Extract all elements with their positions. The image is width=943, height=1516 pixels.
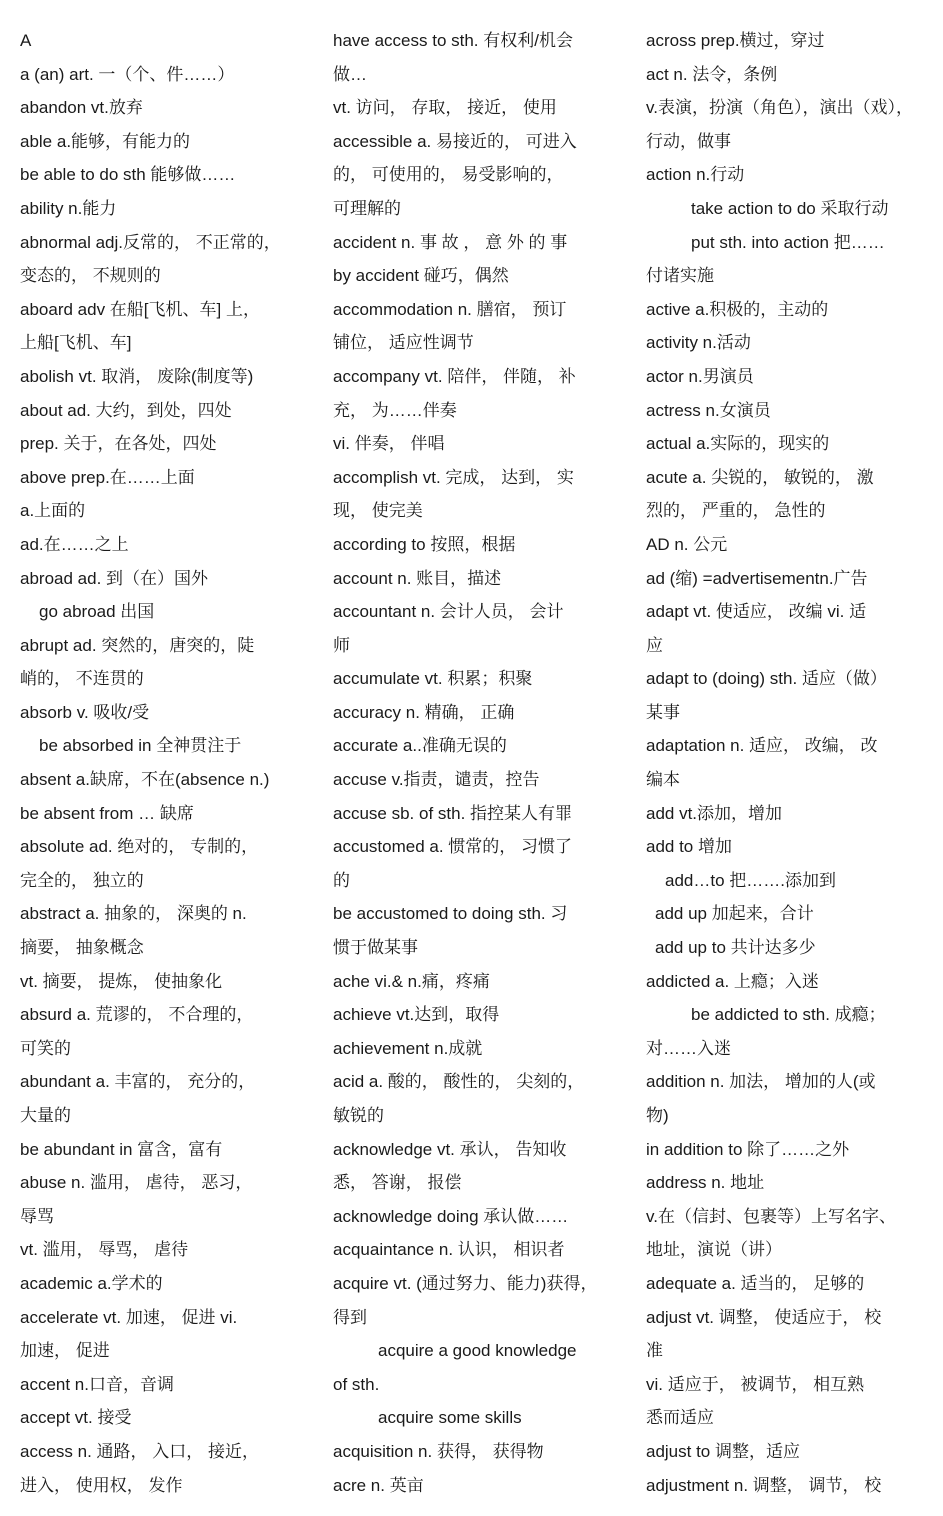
vocabulary-entry-line: adjustment n. 调整， 调节， 校 bbox=[646, 1475, 882, 1495]
vocabulary-entry-line: 悉， 答谢， 报偿 bbox=[333, 1173, 462, 1193]
vocabulary-entry-line: account n. 账目，描述 bbox=[333, 568, 502, 588]
vocabulary-entry-line: about ad. 大约，到处，四处 bbox=[20, 400, 232, 420]
vocabulary-entry-line: 师 bbox=[333, 635, 350, 655]
vocabulary-entry-line: abundant a. 丰富的， 充分的， bbox=[20, 1072, 256, 1092]
vocabulary-entry-line: across prep.横过，穿过 bbox=[646, 31, 825, 50]
vocabulary-entry-line: 应 bbox=[646, 635, 663, 655]
vocabulary-entry-line: vt. 摘要， 提炼， 使抽象化 bbox=[20, 971, 223, 991]
vocabulary-entry-line: go abroad 出国 bbox=[39, 602, 155, 622]
vocabulary-entry-line: achieve vt.达到，取得 bbox=[333, 1005, 500, 1025]
vocabulary-entry-line: ad (缩) =advertisementn.广告 bbox=[646, 568, 868, 588]
vocabulary-entry-line: add up to 共计达多少 bbox=[655, 938, 816, 958]
vocabulary-entry-line: acquisition n. 获得， 获得物 bbox=[333, 1441, 544, 1461]
vocabulary-entry-line: A bbox=[20, 31, 32, 50]
vocabulary-entry-line: be addicted to sth. 成瘾； bbox=[691, 1005, 886, 1025]
vocabulary-entry-line: act n. 法令，条例 bbox=[646, 64, 778, 84]
vocabulary-entry-line: absorb v. 吸收/受 bbox=[20, 702, 150, 722]
vocabulary-entry-line: abroad ad. 到（在）国外 bbox=[20, 568, 209, 588]
vocabulary-entry-line: accident n. 事 故 ， 意 外 的 事 bbox=[333, 232, 568, 252]
column-2 bbox=[333, 24, 613, 1502]
vocabulary-entry-line: ad.在……之上 bbox=[20, 534, 129, 554]
vocabulary-entry-line: achievement n.成就 bbox=[333, 1038, 483, 1058]
vocabulary-entry-line: according to 按照，根据 bbox=[333, 534, 516, 554]
vocabulary-entry-line: be abundant in 富含，富有 bbox=[20, 1139, 223, 1159]
vocabulary-entry-line: 编本 bbox=[646, 770, 680, 790]
vocabulary-entry-line: accuracy n. 精确， 正确 bbox=[333, 702, 515, 722]
vocabulary-entry-line: 上船[飞机、车] bbox=[20, 333, 132, 353]
vocabulary-entry-line: add…to 把…….添加到 bbox=[665, 870, 836, 890]
vocabulary-entry-line: v.表演，扮演（角色），演出（戏）， bbox=[646, 98, 913, 118]
vocabulary-entry-line: take action to do 采取行动 bbox=[691, 198, 889, 218]
vocabulary-entry-line: accuse v.指责，谴责，控告 bbox=[333, 770, 540, 790]
vocabulary-entry-line: acquire some skills bbox=[378, 1408, 522, 1428]
vocabulary-entry-line: adjust vt. 调整， 使适应于， 校 bbox=[646, 1307, 882, 1327]
vocabulary-entry-line: vt. 访问， 存取， 接近， 使用 bbox=[333, 98, 557, 118]
vocabulary-entry-line: accuse sb. of sth. 指控某人有罪 bbox=[333, 803, 573, 823]
vocabulary-entry-line: addition n. 加法， 增加的人(或 bbox=[646, 1072, 876, 1092]
vocabulary-entry-line: accumulate vt. 积累；积聚 bbox=[333, 669, 533, 689]
vocabulary-entry-line: accountant n. 会计人员， 会计 bbox=[333, 602, 564, 622]
vocabulary-entry-line: 充， 为……伴奏 bbox=[333, 400, 457, 420]
vocabulary-entry-line: 对……入迷 bbox=[646, 1038, 731, 1058]
column-3 bbox=[646, 24, 918, 1502]
vocabulary-entry-line: acquaintance n. 认识， 相识者 bbox=[333, 1240, 565, 1260]
vocabulary-entry-line: add up 加起来，合计 bbox=[655, 904, 814, 924]
vocabulary-entry-line: 烈的， 严重的， 急性的 bbox=[646, 501, 826, 521]
vocabulary-entry-line: be accustomed to doing sth. 习 bbox=[333, 904, 568, 924]
vocabulary-entry-line: ability n.能力 bbox=[20, 198, 117, 218]
vocabulary-entry-line: accompany vt. 陪伴， 伴随， 补 bbox=[333, 366, 576, 386]
vocabulary-entry-line: abuse n. 滥用， 虐待， 恶习， bbox=[20, 1173, 253, 1193]
vocabulary-entry-line: add to 增加 bbox=[646, 837, 732, 857]
vocabulary-entry-line: vi. 伴奏， 伴唱 bbox=[333, 434, 445, 454]
vocabulary-entry-line: 某事 bbox=[646, 702, 680, 722]
vocabulary-entry-line: aboard adv 在船[飞机、车] 上， bbox=[20, 299, 260, 319]
vocabulary-entry-line: 辱骂 bbox=[20, 1206, 54, 1226]
vocabulary-entry-line: accelerate vt. 加速， 促进 vi. bbox=[20, 1307, 238, 1327]
vocabulary-entry-line: action n.行动 bbox=[646, 165, 745, 185]
vocabulary-entry-line: 完全的， 独立的 bbox=[20, 870, 144, 890]
vocabulary-entry-line: acid a. 酸的， 酸性的， 尖刻的， bbox=[333, 1072, 585, 1092]
vocabulary-entry-line: 的 bbox=[333, 870, 350, 890]
vocabulary-entry-line: be absent from … 缺席 bbox=[20, 803, 194, 823]
vocabulary-entry-line: accommodation n. 膳宿， 预订 bbox=[333, 299, 567, 319]
vocabulary-entry-line: absolute ad. 绝对的， 专制的， bbox=[20, 837, 259, 857]
vocabulary-entry-line: put sth. into action 把…… bbox=[691, 232, 885, 252]
vocabulary-entry-line: 物) bbox=[646, 1106, 669, 1125]
vocabulary-entry-line: 可笑的 bbox=[20, 1038, 71, 1058]
vocabulary-entry-line: abandon vt.放弃 bbox=[20, 98, 143, 118]
vocabulary-entry-line: v.在（信封、包裹等）上写名字、 bbox=[646, 1206, 896, 1226]
vocabulary-entry-line: abolish vt. 取消， 废除(制度等) bbox=[20, 366, 254, 386]
vocabulary-entry-line: 得到 bbox=[333, 1307, 367, 1327]
vocabulary-entry-line: acquire vt. (通过努力、能力)获得， bbox=[333, 1273, 598, 1293]
vocabulary-entry-line: absurd a. 荒谬的， 不合理的， bbox=[20, 1005, 254, 1025]
vocabulary-entry-line: address n. 地址 bbox=[646, 1173, 765, 1193]
vocabulary-entry-line: 变态的， 不规则的 bbox=[20, 266, 161, 286]
vocabulary-entry-line: 付诸实施 bbox=[646, 266, 714, 286]
vocabulary-entry-line: 进入， 使用权， 发作 bbox=[20, 1475, 183, 1495]
vocabulary-entry-line: 可理解的 bbox=[333, 198, 401, 218]
vocabulary-entry-line: vi. 适应于， 被调节， 相互熟 bbox=[646, 1374, 865, 1394]
vocabulary-entry-line: abrupt ad. 突然的，唐突的，陡 bbox=[20, 635, 255, 655]
vocabulary-entry-line: academic a.学术的 bbox=[20, 1273, 163, 1293]
vocabulary-entry-line: a.上面的 bbox=[20, 501, 86, 521]
vocabulary-entry-line: adjust to 调整，适应 bbox=[646, 1441, 800, 1461]
vocabulary-entry-line: able a.能够，有能力的 bbox=[20, 131, 191, 151]
vocabulary-entry-line: acre n. 英亩 bbox=[333, 1475, 424, 1495]
vocabulary-entry-line: abstract a. 抽象的， 深奥的 n. bbox=[20, 904, 247, 924]
vocabulary-entry-line: adapt to (doing) sth. 适应（做） bbox=[646, 669, 887, 689]
vocabulary-entry-line: add vt.添加，增加 bbox=[646, 803, 783, 823]
vocabulary-entry-line: actual a.实际的，现实的 bbox=[646, 434, 830, 454]
vocabulary-entry-line: accessible a. 易接近的， 可进入 bbox=[333, 131, 577, 151]
vocabulary-entry-line: actress n.女演员 bbox=[646, 400, 771, 420]
vocabulary-entry-line: 行动，做事 bbox=[646, 131, 731, 151]
vocabulary-entry-line: access n. 通路， 入口， 接近， bbox=[20, 1441, 259, 1461]
vocabulary-entry-line: 摘要， 抽象概念 bbox=[20, 938, 144, 958]
vocabulary-entry-line: adequate a. 适当的， 足够的 bbox=[646, 1273, 865, 1293]
vocabulary-entry-line: 准 bbox=[646, 1341, 663, 1361]
vocabulary-entry-line: 现， 使完美 bbox=[333, 501, 423, 521]
vocabulary-entry-line: 悉而适应 bbox=[646, 1408, 714, 1428]
vocabulary-entry-line: acquire a good knowledge bbox=[378, 1341, 577, 1361]
vocabulary-entry-line: acknowledge doing 承认做…… bbox=[333, 1206, 569, 1226]
vocabulary-entry-line: accomplish vt. 完成， 达到， 实 bbox=[333, 467, 574, 487]
vocabulary-entry-line: accurate a..准确无误的 bbox=[333, 736, 507, 756]
vocabulary-entry-line: 铺位， 适应性调节 bbox=[333, 333, 474, 353]
vocabulary-entry-line: 地址，演说（讲） bbox=[646, 1240, 782, 1260]
vocabulary-entry-line: adapt vt. 使适应， 改编 vi. 适 bbox=[646, 602, 867, 622]
vocabulary-entry-line: 敏锐的 bbox=[333, 1106, 384, 1125]
vocabulary-entry-line: in addition to 除了……之外 bbox=[646, 1139, 850, 1159]
vocabulary-entry-line: 惯于做某事 bbox=[333, 938, 418, 958]
vocabulary-entry-line: accustomed a. 惯常的， 习惯了 bbox=[333, 837, 573, 857]
vocabulary-entry-line: accept vt. 接受 bbox=[20, 1408, 132, 1428]
vocabulary-entry-line: active a.积极的，主动的 bbox=[646, 299, 829, 319]
vocabulary-entry-line: of sth. bbox=[333, 1374, 380, 1394]
vocabulary-entry-line: have access to sth. 有权利/机会 bbox=[333, 31, 573, 50]
vocabulary-entry-line: vt. 滥用， 辱骂， 虐待 bbox=[20, 1240, 189, 1260]
vocabulary-entry-line: abnormal adj.反常的， 不正常的， bbox=[20, 232, 281, 252]
vocabulary-entry-line: absent a.缺席，不在(absence n.) bbox=[20, 770, 270, 790]
vocabulary-entry-line: by accident 碰巧，偶然 bbox=[333, 266, 509, 286]
vocabulary-entry-line: AD n. 公元 bbox=[646, 534, 728, 554]
vocabulary-entry-line: be able to do sth 能够做…… bbox=[20, 165, 236, 185]
vocabulary-entry-line: be absorbed in 全神贯注于 bbox=[39, 736, 242, 756]
vocabulary-entry-line: a (an) art. 一（个、件……） bbox=[20, 64, 235, 84]
vocabulary-entry-line: 做… bbox=[333, 64, 367, 84]
column-1 bbox=[20, 24, 300, 1502]
vocabulary-entry-line: prep. 关于，在各处，四处 bbox=[20, 434, 217, 454]
vocabulary-entry-line: accent n.口音，音调 bbox=[20, 1374, 174, 1394]
vocabulary-entry-line: 峭的， 不连贯的 bbox=[20, 669, 144, 689]
vocabulary-entry-line: actor n.男演员 bbox=[646, 366, 754, 386]
vocabulary-entry-line: ache vi.& n.痛，疼痛 bbox=[333, 971, 490, 991]
vocabulary-entry-line: above prep.在……上面 bbox=[20, 467, 195, 487]
vocabulary-entry-line: acknowledge vt. 承认， 告知收 bbox=[333, 1139, 567, 1159]
vocabulary-entry-line: acute a. 尖锐的， 敏锐的， 激 bbox=[646, 467, 874, 487]
vocabulary-entry-line: adaptation n. 适应， 改编， 改 bbox=[646, 736, 878, 756]
vocabulary-entry-line: 的， 可使用的， 易受影响的， bbox=[333, 165, 564, 185]
vocabulary-entry-line: 大量的 bbox=[20, 1106, 71, 1125]
vocabulary-entry-line: addicted a. 上瘾；入迷 bbox=[646, 971, 819, 991]
vocabulary-entry-line: 加速， 促进 bbox=[20, 1341, 110, 1361]
vocabulary-entry-line: activity n.活动 bbox=[646, 333, 751, 353]
